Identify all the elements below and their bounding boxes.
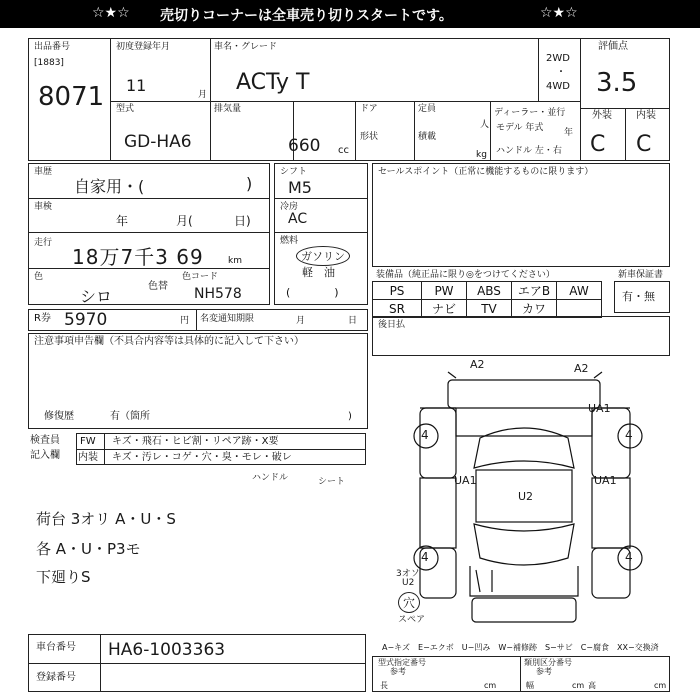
dims-ref-1: 参考 bbox=[390, 667, 406, 676]
interior-items: キズ・汚レ・コゲ・穴・臭・モレ・破レ bbox=[112, 452, 292, 463]
fw-items: キズ・飛石・ヒビ割・リペア跡・X要 bbox=[112, 436, 279, 447]
name-change-day: 日 bbox=[348, 316, 358, 326]
spare-label: スペア bbox=[398, 615, 426, 625]
eq-leather: カワ bbox=[512, 300, 557, 318]
first-reg-unit: 月 bbox=[198, 90, 208, 100]
legend-text: A−キズ E−エクボ U−凹み W−補修跡 S−サビ C−腐食 XX−交換済 bbox=[382, 643, 659, 652]
diag-right-door: UA1 bbox=[588, 402, 611, 415]
dims-height-unit: cm bbox=[654, 681, 667, 690]
mileage-unit: km bbox=[228, 256, 242, 266]
dims-ref-2: 参考 bbox=[536, 667, 552, 676]
warranty-value: 有・無 bbox=[622, 290, 655, 303]
mileage-value: 18万7千3 69 bbox=[72, 245, 204, 269]
model-value: GD-HA6 bbox=[124, 132, 192, 152]
model-label: 型式 bbox=[116, 104, 135, 114]
color-code-label: 色コード bbox=[182, 272, 219, 282]
spare-mark: 穴 bbox=[398, 592, 420, 613]
ac-label: 冷房 bbox=[280, 202, 299, 212]
model-year-label: モデル 年式 bbox=[496, 123, 544, 133]
hand-note-3: 下廻りS bbox=[36, 568, 91, 586]
load-unit: kg bbox=[476, 150, 487, 160]
diag-a2-right: A2 bbox=[574, 362, 589, 375]
dims-length-unit: cm bbox=[484, 681, 497, 690]
later-box bbox=[372, 316, 670, 356]
color-code: NH578 bbox=[194, 286, 242, 302]
notes-label: 注意事項申告欄（不具合内容等は具体的に記入して下さい） bbox=[34, 336, 304, 347]
header-bar bbox=[0, 0, 700, 28]
later-label: 後日払 bbox=[378, 320, 406, 330]
equipment-table bbox=[372, 281, 602, 318]
eq-ps: PS bbox=[373, 282, 422, 300]
first-reg-value: 11 bbox=[126, 76, 147, 95]
name-change-label: 名変通知期限 bbox=[200, 314, 255, 324]
eq-navi: ナビ bbox=[422, 300, 467, 318]
interior-label: 内装 bbox=[78, 452, 98, 463]
history-label: 車歴 bbox=[34, 167, 53, 177]
sales-point-label: セールスポイント（正常に機能するものに限ります） bbox=[378, 167, 594, 177]
tire-rl: 4 bbox=[421, 550, 429, 564]
annot-seat: シート bbox=[318, 477, 346, 487]
lot-label: 出品番号 bbox=[34, 42, 71, 52]
int-value: C bbox=[636, 132, 652, 157]
annot-handle: ハンドル bbox=[252, 473, 289, 483]
diag-a2-left: A2 bbox=[470, 358, 485, 371]
dims-height: 高 bbox=[588, 681, 596, 690]
shift-value: M5 bbox=[288, 178, 312, 197]
car-name-value: ACTy T bbox=[236, 70, 310, 95]
capacity-unit: 人 bbox=[480, 120, 490, 130]
notes-box bbox=[28, 333, 368, 429]
dims-label-1: 型式指定番号 bbox=[378, 658, 426, 667]
dims-length: 長 bbox=[380, 681, 388, 690]
year-unit: 年 bbox=[564, 128, 574, 138]
stars-left: ☆★☆ bbox=[92, 5, 130, 21]
hand-note-1: 荷台 3オリ A・U・S bbox=[36, 510, 176, 528]
dims-width: 幅 bbox=[526, 681, 534, 690]
recycle-value: 5970 bbox=[64, 310, 108, 330]
first-reg-label: 初度登録年月 bbox=[116, 42, 171, 52]
rear-note-2: U2 bbox=[402, 578, 415, 588]
int-label: 内装 bbox=[636, 110, 656, 121]
drive-2wd: 2WD bbox=[546, 53, 570, 64]
registration-label: 登録番号 bbox=[36, 672, 76, 683]
history-value: 自家用・( bbox=[74, 177, 145, 196]
doors-label: ドア bbox=[360, 104, 378, 114]
inspector-label-2: 記入欄 bbox=[30, 450, 60, 461]
name-change-month: 月 bbox=[296, 316, 306, 326]
shape-label: 形状 bbox=[360, 132, 379, 142]
eq-airbag: エアB bbox=[512, 282, 557, 300]
mileage-label: 走行 bbox=[34, 238, 53, 248]
ac-value: AC bbox=[288, 211, 308, 227]
diag-center: U2 bbox=[518, 490, 534, 503]
history-close: ) bbox=[246, 174, 253, 193]
recycle-unit: 円 bbox=[180, 316, 190, 326]
lot-sub: [1883] bbox=[34, 58, 64, 68]
dims-label-2: 類別区分番号 bbox=[524, 658, 572, 667]
fuel-paren: ( ) bbox=[286, 286, 339, 299]
rear-note-1: 3オソ bbox=[396, 569, 420, 579]
eq-empty bbox=[557, 300, 602, 318]
displacement-value: 660 bbox=[288, 136, 321, 156]
shaken-month: 月( bbox=[176, 214, 193, 228]
repair-value: 有（箇所 bbox=[110, 411, 150, 422]
eq-sr: SR bbox=[373, 300, 422, 318]
color-label: 色 bbox=[34, 272, 44, 282]
chassis-label: 車台番号 bbox=[36, 642, 76, 653]
shaken-year: 年 bbox=[116, 214, 129, 228]
color-change: 色替 bbox=[148, 281, 168, 292]
capacity-label: 定員 bbox=[418, 104, 437, 114]
eq-abs: ABS bbox=[467, 282, 512, 300]
shaken-label: 車検 bbox=[34, 202, 53, 212]
dims-width-unit: cm bbox=[572, 681, 585, 690]
diag-right-side: UA1 bbox=[594, 474, 617, 487]
handle-label: ハンドル 左・右 bbox=[496, 146, 562, 156]
chassis-value: HA6-1003363 bbox=[108, 640, 226, 660]
repair-label: 修復歴 bbox=[44, 411, 74, 422]
fuel-diesel: 軽 油 bbox=[302, 266, 335, 279]
header-text: 売切りコーナーは全車売り切りスタートです。 bbox=[160, 8, 453, 24]
dealer-label: ディーラー・並行 bbox=[494, 108, 566, 118]
color-value: シロ bbox=[80, 287, 113, 306]
rating-value: 3.5 bbox=[596, 68, 638, 98]
repair-close: ) bbox=[348, 411, 352, 422]
car-name-label: 車名・グレード bbox=[214, 42, 278, 52]
fuel-label: 燃料 bbox=[280, 236, 299, 246]
sales-point-box bbox=[372, 163, 670, 267]
load-label: 積載 bbox=[418, 132, 437, 142]
equipment-label: 装備品（純正品に限り◎をつけてください） bbox=[376, 270, 555, 280]
eq-aw: AW bbox=[557, 282, 602, 300]
tire-fr: 4 bbox=[625, 428, 633, 442]
fuel-gas-circled: ガソリン bbox=[296, 246, 350, 266]
lot-number: 8071 bbox=[38, 82, 105, 112]
rating-label: 評価点 bbox=[598, 41, 628, 52]
hand-note-2: 各 A・U・P3モ bbox=[36, 540, 141, 558]
warranty-label: 新車保証書 bbox=[618, 270, 664, 280]
ext-value: C bbox=[590, 132, 606, 157]
stars-right: ☆★☆ bbox=[540, 5, 578, 21]
shaken-day: 日) bbox=[234, 214, 251, 228]
displacement-label: 排気量 bbox=[214, 104, 242, 114]
ext-label: 外装 bbox=[592, 110, 612, 121]
eq-tv: TV bbox=[467, 300, 512, 318]
shift-label: シフト bbox=[280, 167, 308, 177]
inspector-label-1: 検査員 bbox=[30, 435, 60, 446]
drive-sep: ・ bbox=[556, 67, 566, 78]
displacement-unit: cc bbox=[338, 145, 349, 156]
diag-left-side: UA1 bbox=[454, 474, 477, 487]
tire-rr: 4 bbox=[625, 550, 633, 564]
tire-fl: 4 bbox=[421, 428, 429, 442]
fw-label: FW bbox=[80, 436, 96, 447]
drive-4wd: 4WD bbox=[546, 81, 570, 92]
eq-pw: PW bbox=[422, 282, 467, 300]
recycle-label: R券 bbox=[34, 313, 51, 324]
